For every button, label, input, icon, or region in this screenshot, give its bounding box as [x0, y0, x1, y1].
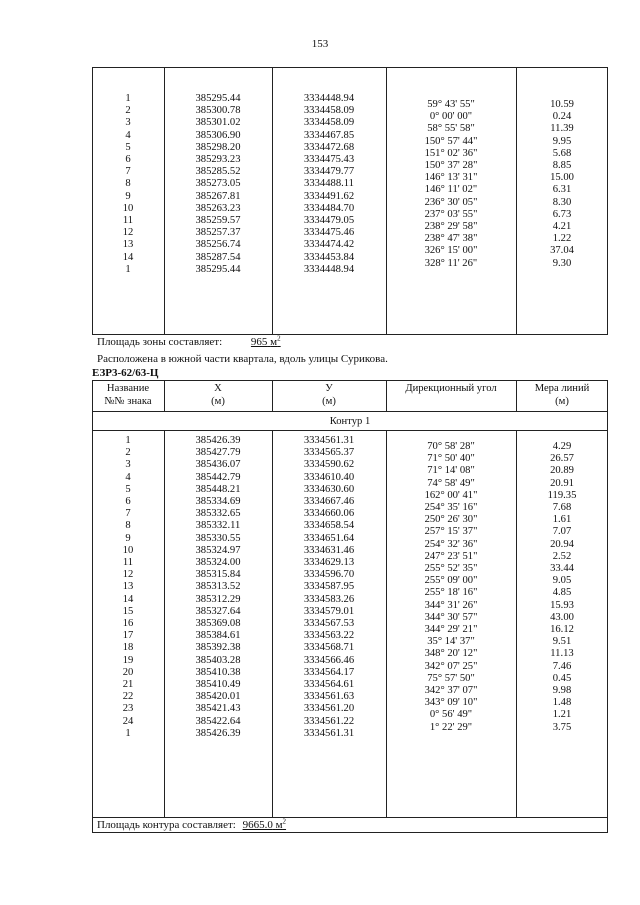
segment-length: 4.29	[552, 441, 572, 452]
segment-angle: 150° 57' 44"	[424, 135, 478, 147]
point-number: 13	[122, 239, 134, 251]
point-x: 385426.39	[195, 727, 241, 739]
point-x: 385442.79	[195, 471, 241, 483]
point-y: 3334488.11	[304, 178, 354, 190]
point-x: 385448.21	[195, 483, 241, 495]
point-number: 3	[125, 117, 131, 129]
point-x: 385369.08	[195, 618, 241, 630]
point-number: 9	[125, 190, 131, 202]
segment-angle: 344° 29' 21"	[424, 624, 478, 636]
table1-divider-4	[516, 67, 517, 335]
point-x: 385301.02	[195, 117, 241, 129]
point-number: 1	[125, 435, 131, 446]
segment-length: 1.22	[552, 233, 572, 245]
segment-angle: 58° 55' 58"	[427, 123, 475, 135]
point-y: 3334610.40	[303, 471, 355, 483]
point-x: 385295.44	[195, 263, 241, 275]
segment-angle: 254° 35' 16"	[424, 502, 478, 514]
segment-length: 33.44	[550, 563, 574, 575]
contour-area-value: 9665.0 $м^2$	[242, 817, 287, 831]
point-x: 385410.38	[195, 666, 241, 678]
point-number: 23	[122, 703, 134, 715]
segment-angle: 326° 15' 00"	[424, 245, 478, 257]
segment-angle: 257° 15' 37"	[424, 526, 478, 538]
table2-body-divider-3	[386, 430, 387, 817]
segment-angle: 59° 43' 55"	[427, 99, 475, 110]
point-x: 385384.61	[195, 630, 241, 642]
point-y: 3334660.06	[303, 508, 355, 520]
point-x: 385410.49	[195, 679, 241, 691]
point-number: 6	[125, 154, 131, 166]
segment-angle: 150° 37' 28"	[424, 160, 478, 172]
point-x: 385332.11	[195, 520, 241, 532]
point-y: 3334458.09	[303, 105, 355, 117]
segment-angle: 238° 47' 38"	[424, 233, 478, 245]
segment-length: 6.73	[552, 208, 572, 220]
table1-x-column	[166, 93, 270, 276]
segment-length: 7.68	[552, 502, 572, 514]
point-y: 3334587.95	[303, 581, 355, 593]
header-x: X (м)	[211, 383, 225, 407]
point-number: 19	[122, 654, 134, 666]
point-x: 385332.65	[195, 508, 241, 520]
point-number: 2	[125, 105, 131, 117]
contour-area-label: Площадь контура составляет:	[97, 819, 236, 831]
segment-angle: 342° 37' 07"	[424, 685, 478, 697]
segment-angle: 250° 26' 30"	[424, 514, 478, 526]
zone-area-line	[97, 336, 281, 348]
segment-angle: 75° 57' 50"	[427, 672, 475, 684]
point-y: 3334453.84	[303, 251, 355, 263]
point-y: 3334491.62	[303, 190, 355, 202]
point-y: 3334564.61	[303, 679, 355, 691]
point-number: 11	[122, 215, 134, 227]
point-number: 7	[125, 166, 131, 178]
point-number: 1	[125, 93, 131, 104]
point-number: 4	[125, 129, 131, 141]
point-x: 385267.81	[195, 190, 241, 202]
table2-body-divider-2	[272, 430, 273, 817]
contour-title: Контур 1	[329, 416, 371, 427]
segment-angle: 146° 13' 31"	[424, 172, 478, 184]
segment-length: 9.30	[552, 257, 572, 269]
segment-angle: 254° 32' 36"	[424, 538, 478, 550]
segment-length: 26.57	[550, 453, 574, 465]
point-number: 5	[125, 483, 131, 495]
segment-angle: 343° 09' 10"	[424, 697, 478, 709]
table2-footer-line	[92, 817, 608, 818]
point-y: 3334448.94	[303, 93, 355, 104]
segment-length: 37.04	[550, 245, 574, 257]
point-number: 20	[122, 666, 134, 678]
table2-body-divider-1	[164, 430, 165, 817]
segment-angle: 255° 09' 00"	[424, 575, 478, 587]
segment-angle: 255° 18' 16"	[424, 587, 478, 599]
point-number: 7	[125, 508, 131, 520]
point-x: 385420.01	[195, 691, 241, 703]
table2-numbers-column	[96, 435, 160, 740]
point-x: 385285.52	[195, 166, 241, 178]
point-number: 4	[125, 471, 131, 483]
point-number: 17	[122, 630, 134, 642]
point-x: 385295.44	[195, 93, 241, 104]
point-y: 3334561.31	[303, 435, 355, 446]
point-y: 3334629.13	[303, 557, 355, 569]
point-y: 3334561.20	[303, 703, 355, 715]
point-y: 3334474.42	[303, 239, 355, 251]
point-y: 3334579.01	[303, 605, 355, 617]
point-x: 385427.79	[195, 447, 241, 459]
point-x: 385330.55	[195, 532, 241, 544]
segment-angle: 74° 58' 49"	[427, 477, 475, 489]
table1-divider-3	[386, 67, 387, 335]
point-x: 385421.43	[195, 703, 241, 715]
point-x: 385257.37	[195, 227, 241, 239]
point-number: 13	[122, 581, 134, 593]
point-number: 22	[122, 691, 134, 703]
segment-length: 16.12	[550, 624, 574, 636]
point-number: 1	[125, 727, 131, 739]
segment-length: 5.68	[552, 147, 572, 159]
location-note: Расположена в южной части квартала, вдоль улицы Сурикова.	[97, 353, 388, 365]
point-y: 3334561.63	[303, 691, 355, 703]
point-x: 385263.23	[195, 202, 241, 214]
point-y: 3334448.94	[303, 263, 355, 275]
segment-length: 8.30	[552, 196, 572, 208]
point-x: 385259.57	[195, 215, 241, 227]
point-y: 3334596.70	[303, 569, 355, 581]
point-number: 14	[122, 251, 134, 263]
point-y: 3334651.64	[303, 532, 355, 544]
point-y: 3334475.46	[303, 227, 355, 239]
segment-angle: 344° 30' 57"	[424, 611, 478, 623]
point-number: 8	[125, 520, 131, 532]
point-number: 10	[122, 202, 134, 214]
segment-length: 2.52	[552, 550, 572, 562]
table2-length-column	[518, 441, 606, 734]
point-x: 385313.52	[195, 581, 241, 593]
point-x: 385426.39	[195, 435, 241, 446]
segment-length: 20.94	[550, 538, 574, 550]
point-x: 385256.74	[195, 239, 241, 251]
segment-length: 43.00	[550, 611, 574, 623]
point-number: 16	[122, 618, 134, 630]
segment-length: 7.07	[552, 526, 572, 538]
point-y: 3334484.70	[303, 202, 355, 214]
segment-length: 20.89	[550, 465, 574, 477]
header-name: Название №№ знака	[104, 383, 152, 407]
point-number: 12	[122, 227, 134, 239]
segment-length: 10.59	[550, 99, 574, 110]
point-x: 385324.97	[195, 544, 241, 556]
point-y: 3334472.68	[303, 141, 355, 153]
point-y: 3334561.22	[303, 715, 355, 727]
point-x: 385300.78	[195, 105, 241, 117]
point-number: 1	[125, 263, 131, 275]
point-y: 3334568.71	[303, 642, 355, 654]
point-x: 385334.69	[195, 496, 241, 508]
point-x: 385273.05	[195, 178, 241, 190]
segment-angle: 146° 11' 02"	[424, 184, 478, 196]
point-x: 385287.54	[195, 251, 241, 263]
contour-area-line	[97, 819, 286, 831]
segment-length: 119.35	[547, 489, 577, 501]
table2-y-column	[274, 435, 384, 740]
table1-angle-column	[388, 99, 514, 270]
page-number: 153	[311, 38, 329, 50]
segment-angle: 255° 52' 35"	[424, 563, 478, 575]
table1-y-column	[274, 93, 384, 276]
table2-contour-line	[92, 430, 608, 431]
segment-angle: 35° 14' 37"	[427, 636, 475, 648]
point-y: 3334458.09	[303, 117, 355, 129]
segment-length: 9.05	[552, 575, 572, 587]
point-x: 385327.64	[195, 605, 241, 617]
point-number: 21	[122, 679, 134, 691]
segment-length: 7.46	[552, 660, 572, 672]
segment-length: 20.91	[550, 477, 574, 489]
table2-angle-column	[388, 441, 514, 734]
segment-angle: 151° 02' 36"	[424, 147, 478, 159]
table1-numbers-column	[96, 93, 160, 276]
point-y: 3334583.26	[303, 593, 355, 605]
segment-length: 11.39	[550, 123, 574, 135]
segment-angle: 348° 20' 12"	[424, 648, 478, 660]
segment-length: 0.24	[552, 111, 572, 123]
segment-angle: 236° 30' 05"	[424, 196, 478, 208]
point-y: 3334475.43	[303, 154, 355, 166]
segment-angle: 344° 31' 26"	[424, 599, 478, 611]
point-number: 18	[122, 642, 134, 654]
point-number: 12	[122, 569, 134, 581]
point-number: 15	[122, 605, 134, 617]
point-number: 2	[125, 447, 131, 459]
point-x: 385312.29	[195, 593, 241, 605]
point-number: 8	[125, 178, 131, 190]
segment-angle: 342° 07' 25"	[424, 660, 478, 672]
point-y: 3334479.77	[303, 166, 355, 178]
point-x: 385324.00	[195, 557, 241, 569]
point-y: 3334561.31	[303, 727, 355, 739]
segment-length: 1.61	[552, 514, 572, 526]
point-y: 3334630.60	[303, 483, 355, 495]
segment-angle: 1° 22' 29"	[429, 721, 473, 733]
point-y: 3334563.22	[303, 630, 355, 642]
segment-angle: 71° 14' 08"	[427, 465, 475, 477]
header-length: Мера линий (м)	[534, 383, 590, 407]
point-number: 24	[122, 715, 134, 727]
table1-length-column	[518, 99, 606, 270]
segment-angle: 0° 00' 00"	[429, 111, 473, 123]
point-number: 10	[122, 544, 134, 556]
segment-angle: 238° 29' 58"	[424, 221, 478, 233]
zone-area-label: Площадь зоны составляет:	[97, 336, 223, 348]
segment-angle: 237° 03' 55"	[424, 208, 478, 220]
point-y: 3334566.46	[303, 654, 355, 666]
point-x: 385315.84	[195, 569, 241, 581]
table2-body-divider-4	[516, 430, 517, 817]
point-x: 385392.38	[195, 642, 241, 654]
segment-length: 15.93	[550, 599, 574, 611]
header-angle: Дирекционный угол	[405, 383, 497, 394]
point-y: 3334467.85	[303, 129, 355, 141]
point-x: 385293.23	[195, 154, 241, 166]
segment-length: 1.48	[552, 697, 572, 709]
point-number: 6	[125, 496, 131, 508]
point-y: 3334590.62	[303, 459, 355, 471]
point-x: 385436.07	[195, 459, 241, 471]
table1-divider-2	[272, 67, 273, 335]
zone-code: ЕЗР3-62/63-Ц	[92, 367, 159, 379]
point-y: 3334565.37	[303, 447, 355, 459]
segment-length: 6.31	[552, 184, 572, 196]
segment-length: 0.45	[552, 672, 572, 684]
table1-divider-1	[164, 67, 165, 335]
segment-length: 15.00	[550, 172, 574, 184]
point-y: 3334564.17	[303, 666, 355, 678]
segment-length: 8.85	[552, 160, 572, 172]
segment-angle: 328° 11' 26"	[424, 257, 478, 269]
point-y: 3334658.54	[303, 520, 355, 532]
segment-length: 9.98	[552, 685, 572, 697]
segment-angle: 71° 50' 40"	[427, 453, 475, 465]
segment-length: 9.95	[552, 135, 572, 147]
segment-angle: 247° 23' 51"	[424, 550, 478, 562]
point-x: 385403.28	[195, 654, 241, 666]
point-y: 3334479.05	[303, 215, 355, 227]
point-y: 3334567.53	[303, 618, 355, 630]
point-x: 385422.64	[195, 715, 241, 727]
point-number: 11	[122, 557, 134, 569]
segment-angle: 70° 58' 28"	[427, 441, 475, 452]
table2-x-column	[166, 435, 270, 740]
segment-length: 3.75	[552, 721, 572, 733]
point-number: 14	[122, 593, 134, 605]
segment-angle: 162° 00' 41"	[424, 489, 478, 501]
segment-angle: 0° 56' 49"	[429, 709, 473, 721]
point-y: 3334667.46	[303, 496, 355, 508]
header-y: У (м)	[322, 383, 336, 407]
segment-length: 11.13	[550, 648, 574, 660]
point-number: 9	[125, 532, 131, 544]
point-x: 385306.90	[195, 129, 241, 141]
segment-length: 4.21	[552, 221, 572, 233]
point-number: 5	[125, 141, 131, 153]
segment-length: 4.85	[552, 587, 572, 599]
segment-length: 1.21	[552, 709, 572, 721]
zone-area-value: 965 $м^2$	[250, 334, 281, 348]
point-x: 385298.20	[195, 141, 241, 153]
point-y: 3334631.46	[303, 544, 355, 556]
table2-header-line	[92, 411, 608, 412]
point-number: 3	[125, 459, 131, 471]
segment-length: 9.51	[552, 636, 572, 648]
